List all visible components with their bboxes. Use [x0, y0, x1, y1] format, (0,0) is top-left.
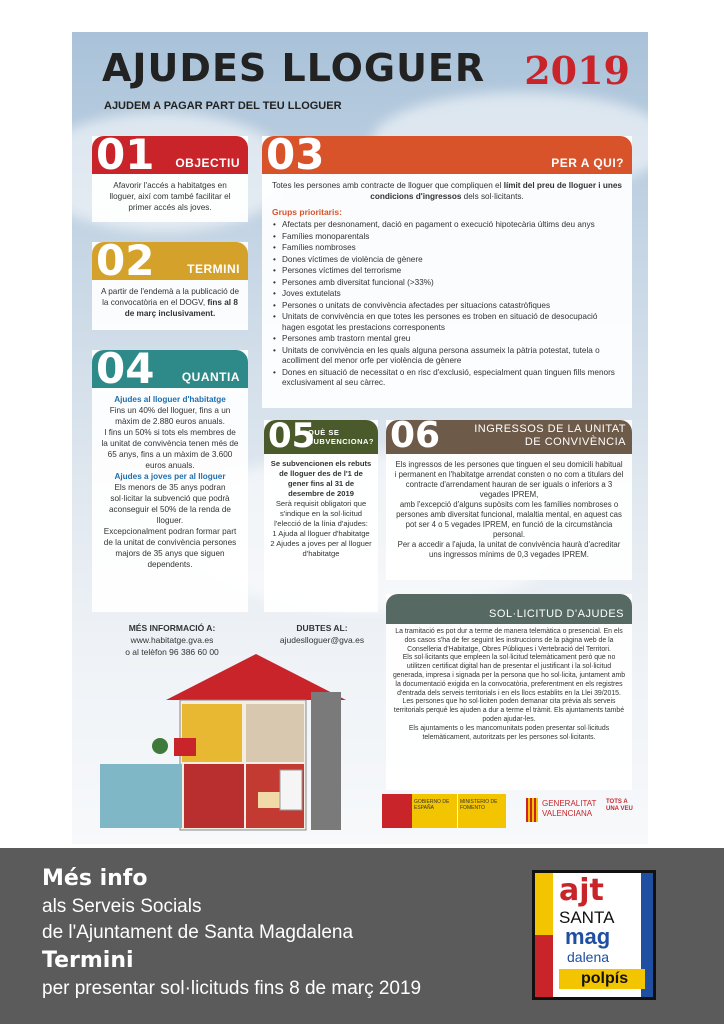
logo-dalena: dalena — [567, 949, 610, 965]
section-number: 02 — [96, 236, 155, 285]
sollicitud-paragraph: La tramitació es pot dur a terme de manera telemàtica o presencial. En els dos casos s'ha de fer seguint les instruccions de la pàgina web de la Conselleria d'Habitatge, Obres Públiques i Vertebració del Territori. — [395, 628, 623, 653]
list-item: • Unitats de convivència en que totes les persones es troben en situació de desocupació hagen esgotat les prestacions corresponents — [272, 312, 622, 333]
section-body — [262, 174, 632, 396]
ingressos-paragraph: Els ingressos de les persones que tinguen el seu domicili habitual i permanent en l'habitatge arrendat consten o no com a titulars del contracte d'arrendament hauran de ser iguals o inferiors a 3 vegades IPREM, — [394, 460, 624, 499]
section-body — [92, 280, 248, 325]
page-subtitle: AJUDEM A PAGAR PART DEL TEU LLOGUER — [104, 100, 342, 112]
section-sollicitud — [386, 594, 632, 790]
list-item: • Afectats per desnonament, dació en pagament o execució hipotecària últims deu anys — [272, 220, 622, 231]
quantia-heading: Ajudes al lloguer d'habitatge — [114, 395, 226, 404]
page-title: AJUDES LLOGUER — [102, 46, 486, 90]
section-label: QUANTIA — [181, 370, 240, 384]
section-number: 01 — [96, 130, 155, 179]
phone-number: o al telèfon 96 386 60 00 — [125, 647, 219, 657]
subvenciona-paragraph: Serà requisit obligatori que s'indique en la sol·licitud l'elecció de la línia d'ajudes: — [274, 499, 368, 528]
section-header — [386, 415, 632, 456]
doubts-title: DUBTES AL: — [296, 623, 348, 633]
year-label: 2019 — [524, 48, 630, 93]
section-label: OBJECTIU — [175, 156, 240, 170]
sollicitud-paragraph: Les persones que ho sol·liciten poden demanar cita prèvia als serveis territorials perquè les ajuden a dur a terme el tràmit. Els ajuntaments també poden ajudar-les. — [393, 698, 625, 723]
list-item: • Persones amb trastorn mental greu — [272, 334, 622, 345]
house-illustration — [96, 652, 366, 832]
intro-part: dels sol·licitants. — [461, 192, 524, 201]
section-header — [92, 130, 248, 179]
footer — [0, 848, 724, 1024]
spain-flag — [382, 794, 412, 828]
quantia-paragraph: Excepcionalment podran formar part de la unitat de convivència persones majors de 35 anys que siguen dependents. — [103, 527, 237, 569]
kitchen — [100, 764, 182, 828]
section-que-se-subvenciona — [264, 416, 378, 612]
list-item: • Famílies monoparentals — [272, 232, 622, 243]
section-label: INGRESSOS DE LA UNITAT DE CONVIVÈNCIA — [474, 423, 626, 448]
logo-mag: mag — [565, 924, 611, 949]
groups-title: Grups prioritaris: — [272, 207, 342, 217]
section-body — [386, 624, 632, 746]
more-info-title: MÉS INFORMACIÓ A: — [128, 623, 216, 633]
logo-ajt: ajt — [559, 873, 604, 908]
footer-line: per presentar sol·licituds fins 8 de març 2019 — [42, 978, 422, 999]
termini-text: A partir de l'endemà a la publicació de la convocatòria en el DOGV, — [100, 287, 240, 307]
section-body — [386, 454, 632, 566]
ajuntament-logo — [532, 870, 656, 1000]
section-number: 06 — [390, 415, 441, 456]
list-item: • Dones en situació de necessitat o en risc d'exclusió, especialment quan tinguen fills menors exclusivament al seu càrrec. — [272, 368, 622, 389]
section-objectiu — [92, 130, 248, 222]
poster — [72, 32, 648, 844]
section-body — [264, 454, 378, 564]
bookshelf-room — [246, 704, 304, 762]
section-number: 05 — [268, 416, 316, 456]
list-item: • Famílies nombroses — [272, 243, 622, 254]
section-label: QUÈ SE SUBVENCIONA? — [308, 428, 375, 446]
section-header — [92, 344, 248, 393]
groups-list — [272, 220, 622, 389]
gva-shield-icon — [526, 798, 538, 822]
section-label: TERMINI — [187, 262, 240, 276]
list-item: • Joves extutelats — [272, 289, 622, 300]
subvenciona-paragraph: Se subvencionen els rebuts de lloguer des de l'1 de gener fins al 31 de desembre de 2019 — [270, 459, 372, 498]
section-quantia — [92, 344, 248, 612]
termini-bold: fins al 8 de març inclusivament. — [124, 298, 238, 318]
quantia-heading: Ajudes a joves per al lloguer — [114, 472, 226, 481]
logo-stripe — [535, 873, 553, 997]
section-body: Afavorir l'accés a habitatges en lloguer, així com també facilitar el primer accés als joves. — [109, 181, 231, 212]
plant — [152, 738, 168, 754]
ingressos-paragraph: amb l'excepció d'alguns supòsits com les famílies nombroses o persones amb diversitat funcional, malaltia mental, en aquest cas pot ser 4 o 5 vegades IPREM, en funció de la circumstància personal. — [396, 500, 622, 539]
section-header — [92, 236, 248, 285]
quantia-paragraph: Fins un 40% del lloguer, fins a un màxim de 2.880 euros anuals. — [109, 406, 231, 426]
list-item: • Persones víctimes del terrorisme — [272, 266, 622, 277]
sollicitud-paragraph: Els ajuntaments o les mancomunitats poden presentar sol·licituds telemàticament, autoritzats per les persones sol·licitants. — [408, 724, 610, 741]
sofa — [174, 738, 196, 756]
ministry-label: MINISTERIO DE FOMENTO — [458, 794, 506, 828]
footer-title-more-info: Més info — [42, 866, 148, 891]
footer-title-termini: Termini — [42, 948, 134, 973]
section-number: 04 — [96, 344, 155, 393]
section-body — [92, 388, 248, 576]
door — [280, 770, 302, 810]
sollicitud-paragraph: Els sol·licitants que empleen la sol·licitud telemàticament però que no utilitzen certificat digital han de presentar el justificant i la sol·licitud generada, impresa i signada per la persona que ho sol·licita, juntament amb la documentació exigida en la convocatòria, preferentment en els registres d'entrada dels serveis territorials i en els llocs establits en la Llei 39/2015. — [392, 654, 626, 697]
email-link[interactable]: ajudeslloguer@gva.es — [279, 635, 365, 645]
footer-line: als Serveis Socials — [42, 896, 202, 917]
gva-label: GENERALITAT VALENCIANA — [542, 799, 597, 818]
section-ingressos — [386, 415, 632, 580]
list-item: • Dones víctimes de violència de gènere — [272, 255, 622, 266]
footer-line: de l'Ajuntament de Santa Magdalena — [42, 922, 354, 943]
intro-bold: límit del preu de lloguer i unes condicions d'ingressos — [370, 181, 622, 201]
section-per-a-qui — [262, 130, 632, 408]
section-header — [262, 130, 632, 179]
quantia-paragraph: I fins un 50% si tots els membres de la unitat de convivència tenen més de 65 anys, fins a un màxim de 3.600 euros anuals. — [101, 428, 239, 470]
logo-santa: SANTA — [559, 908, 615, 927]
elevator-shaft — [311, 692, 341, 830]
website-link[interactable]: www.habitatge.gva.es — [130, 635, 214, 645]
list-item: • Persones o unitats de convivència afectades per situacions catastròfiques — [272, 301, 622, 312]
intro-part: Totes les persones amb contracte de lloguer que compliquen el — [272, 181, 504, 190]
ingressos-paragraph: Per a accedir a l'ajuda, la unitat de convivència haurà d'acreditar uns ingressos mínims de 0,3 vegades IPREM. — [397, 540, 621, 559]
section-number: 03 — [266, 130, 325, 179]
section-header — [386, 594, 632, 624]
section-termini — [92, 236, 248, 330]
section-header — [264, 416, 378, 456]
intro-text — [272, 180, 622, 202]
logo-polpis: polpís — [559, 969, 645, 989]
subvenciona-option: 2 Ajudes a joves per al lloguer d'habitatge — [270, 539, 372, 558]
section-label: SOL·LICITUD D'AJUDES — [489, 608, 624, 620]
gva-motto: TOTS A UNA VEU — [606, 799, 633, 812]
doubts-info — [262, 622, 382, 646]
gva-logo — [526, 796, 636, 826]
list-item: • Persones amb diversitat funcional (>33%) — [272, 278, 622, 289]
list-item: • Unitats de convivència en les quals alguna persona assumeix la pàtria potestat, tutela o acolliment del menor orfe per violència de gènere — [272, 346, 622, 367]
quantia-paragraph: Els menors de 35 anys podran sol·licitar la subvenció que podrà aconseguir el 50% de la renda de lloguer. — [109, 483, 231, 525]
spain-logo — [382, 794, 502, 828]
spain-label: GOBIERNO DE ESPAÑA — [412, 794, 457, 828]
section-label: PER A QUI? — [551, 156, 624, 170]
bathroom — [184, 764, 244, 828]
subvenciona-option: 1 Ajuda al lloguer d'habitatge — [272, 529, 370, 538]
